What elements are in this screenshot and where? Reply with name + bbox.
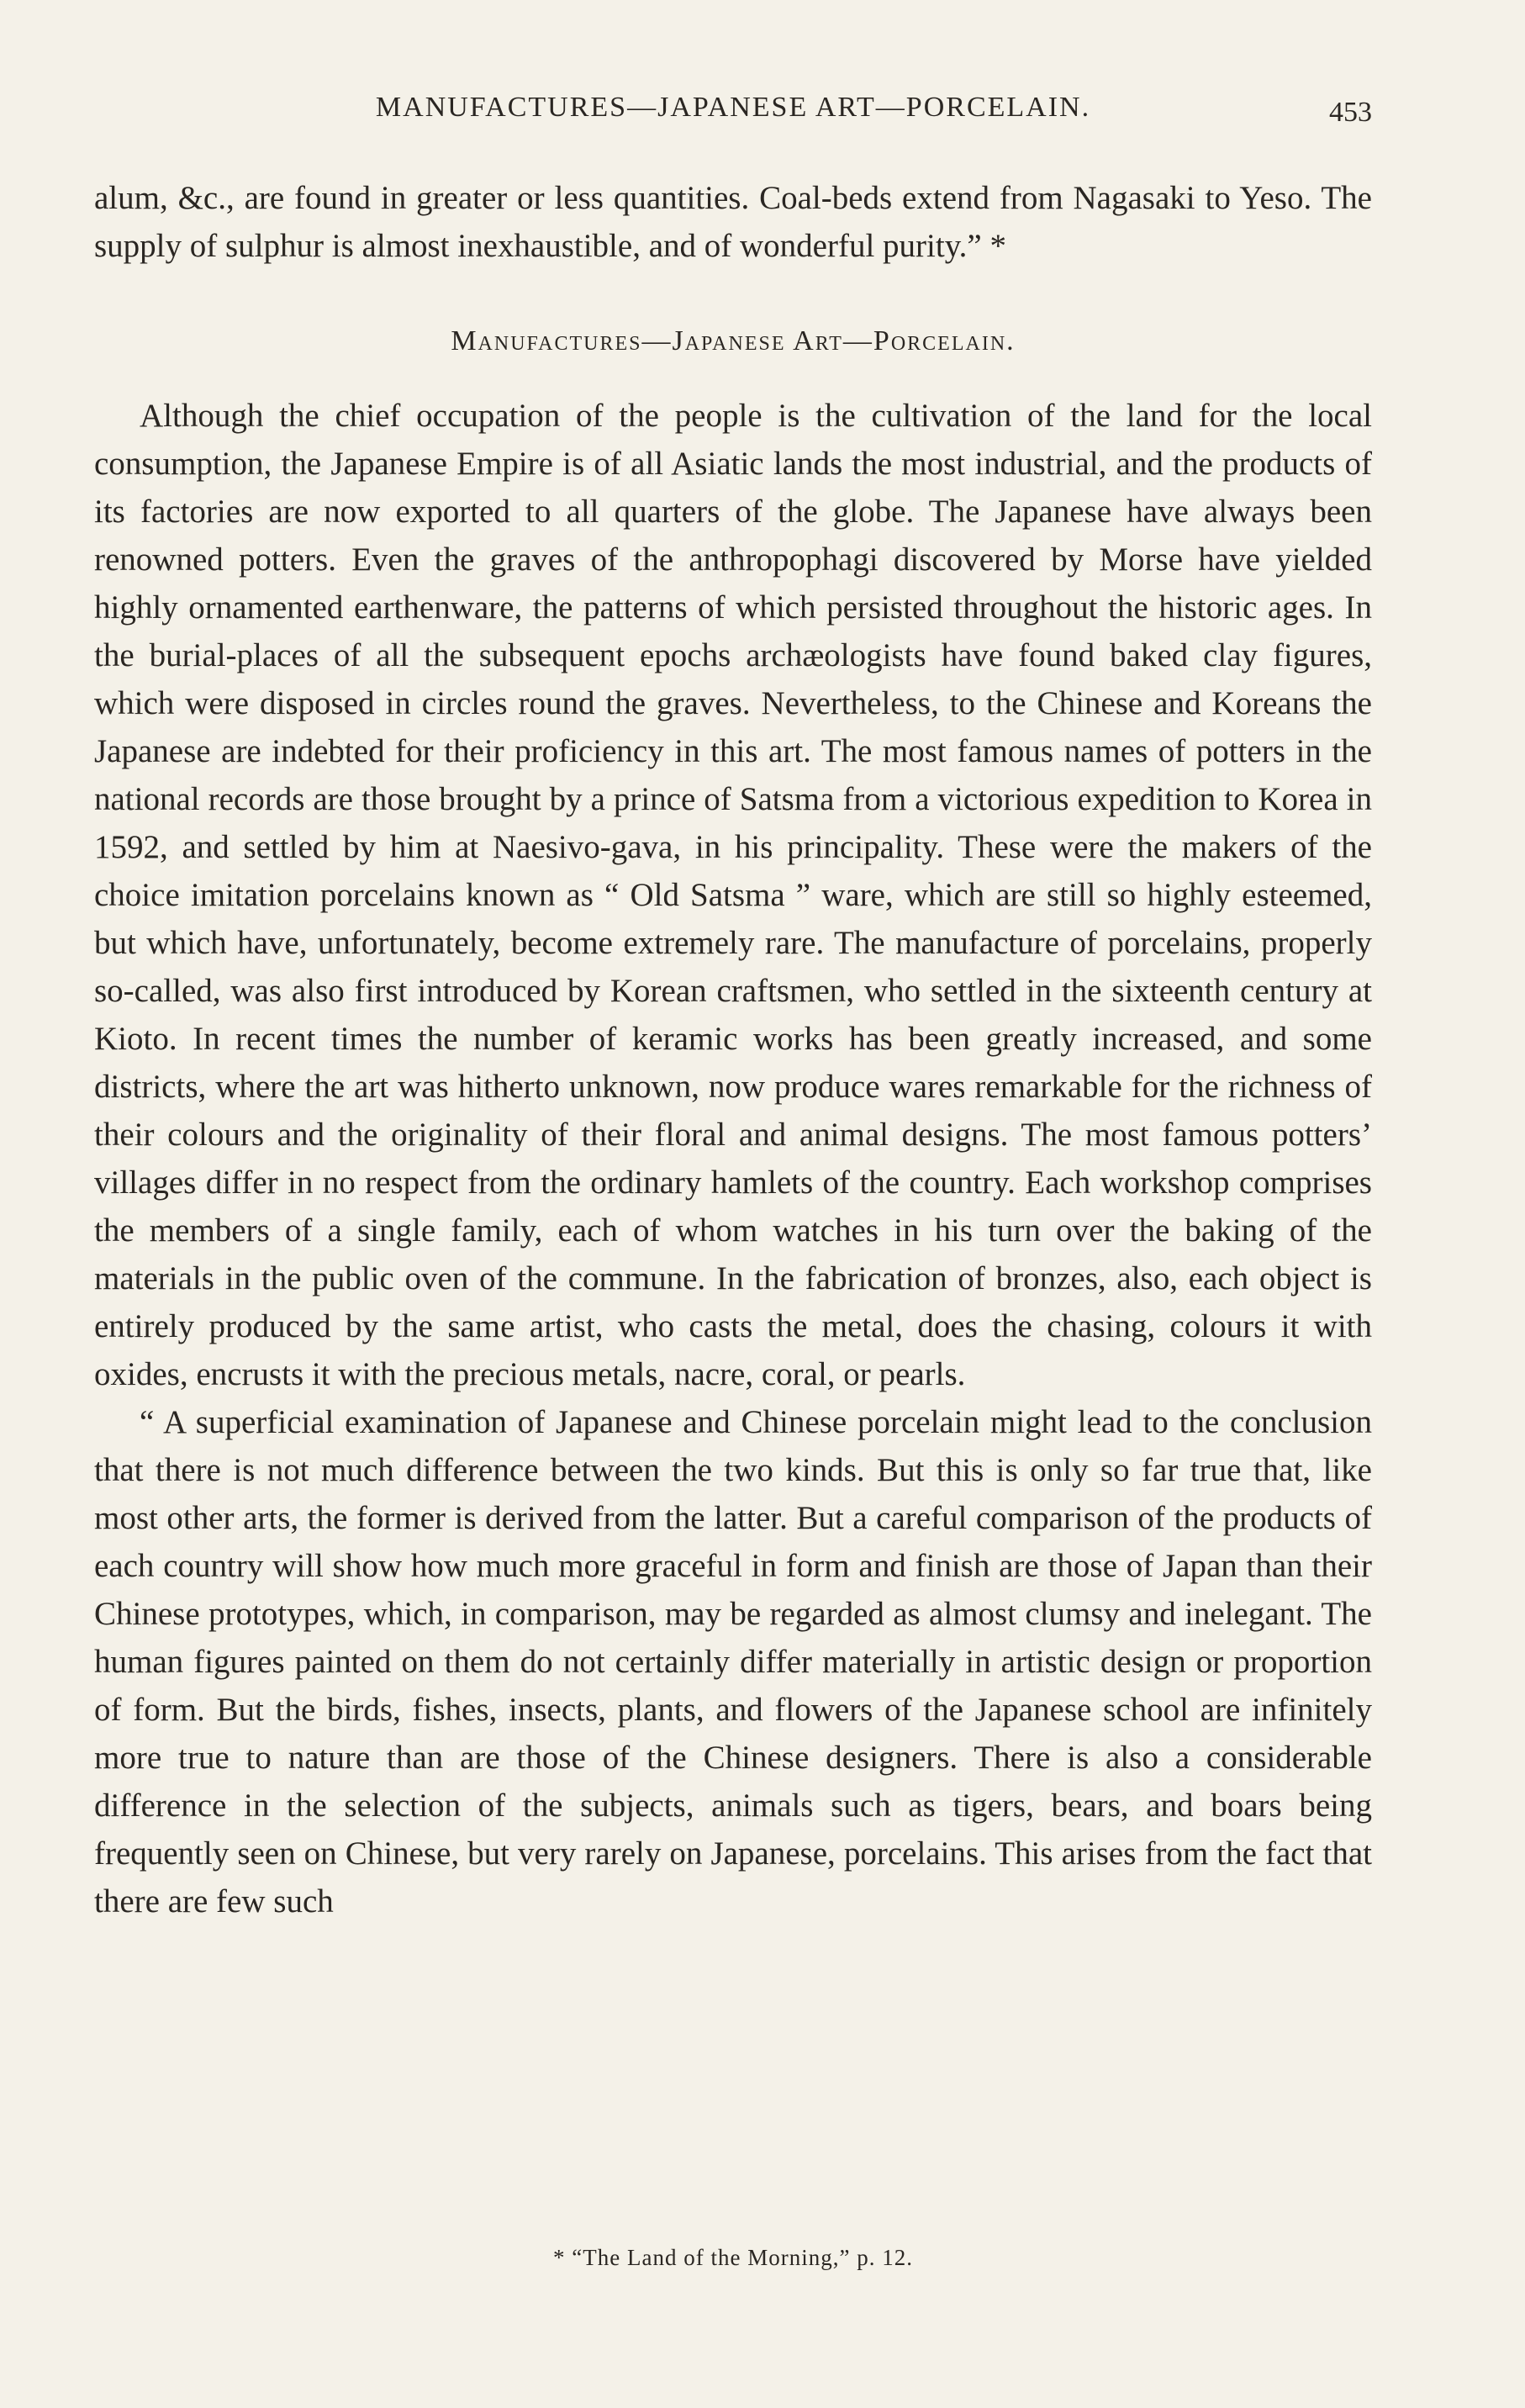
page-number: 453 [1329,97,1372,128]
paragraph-continued: alum, &c., are found in greater or less quantities. Coal-beds extend from Nagasaki to Yeso. The supply of sulphur is almost inexhaustible, and of wonderful purity.” * [94,180,1372,264]
running-head [94,92,1372,132]
book-page [94,80,1372,2367]
section-heading: Manufactures—Japanese Art—Porcelain. [451,325,1016,356]
paragraph-porcelain-quote: “ A superficial examination of Japanese and Chinese porcelain might lead to the conclusion that there is not much difference between the two kinds. But this is only so far true that, like most other arts, the former is derived from the latter. But a careful comparison of the products of each country will show how much more graceful in form and finish are those of Japan than their Chinese prototypes, which, in comparison, may be regarded as almost clumsy and inelegant. The human figures painted on them do not certainly differ materially in artistic design or proportion of form. But the birds, fishes, insects, plants, and flowers of the Japanese school are infinitely more true to nature than are those of the Chinese designers. There is also a considerable difference in the selection of the subjects, animals such as tigers, bears, and boars being frequently seen on Chinese, but very rarely on Japanese, porcelains. This arises from the fact that there are few such [94,1404,1372,1920]
running-title: MANUFACTURES—JAPANESE ART—PORCELAIN. [375,92,1091,123]
footnote: * “The Land of the Morning,” p. 12. [553,2245,913,2270]
body-text [94,174,1372,1925]
paragraph-manufactures: Although the chief occupation of the people is the cultivation of the land for the local consumption, the Japanese Empire is of all Asiatic lands the most industrial, and the products of its factories are now exported to all quarters of the globe. The Japanese have always been renowned potters. Even the graves of the anthropophagi discovered by Morse have yielded highly ornamented earthenware, the patterns of which persisted throughout the historic ages. In the burial-places of all the subsequent epochs archæologists have found baked clay figures, which were disposed in circles round the graves. Nevertheless, to the Chinese and Koreans the Japanese are indebted for their proficiency in this art. The most famous names of potters in the national records are those brought by a prince of Satsma from a victorious expedition to Korea in 1592, and settled by him at Naesivo-gava, in his principality. These were the makers of the choice imitation porcelains known as “ Old Satsma ” ware, which are still so highly esteemed, but which have, unfortunately, become extremely rare. The manufacture of porcelains, properly so-called, was also first introduced by Korean craftsmen, who settled in the sixteenth century at Kioto. In recent times the number of keramic works has been greatly increased, and some districts, where the art was hitherto unknown, now produce wares remarkable for the richness of their colours and the originality of their floral and animal designs. The most famous potters’ villages differ in no respect from the ordinary hamlets of the country. Each workshop comprises the members of a single family, each of whom watches in his turn over the baking of the materials in the public oven of the commune. In the fabrication of bronzes, also, each object is entirely produced by the same artist, who casts the metal, does the chasing, colours it with oxides, encrusts it with the precious metals, nacre, coral, or pearls. [94,398,1372,1392]
